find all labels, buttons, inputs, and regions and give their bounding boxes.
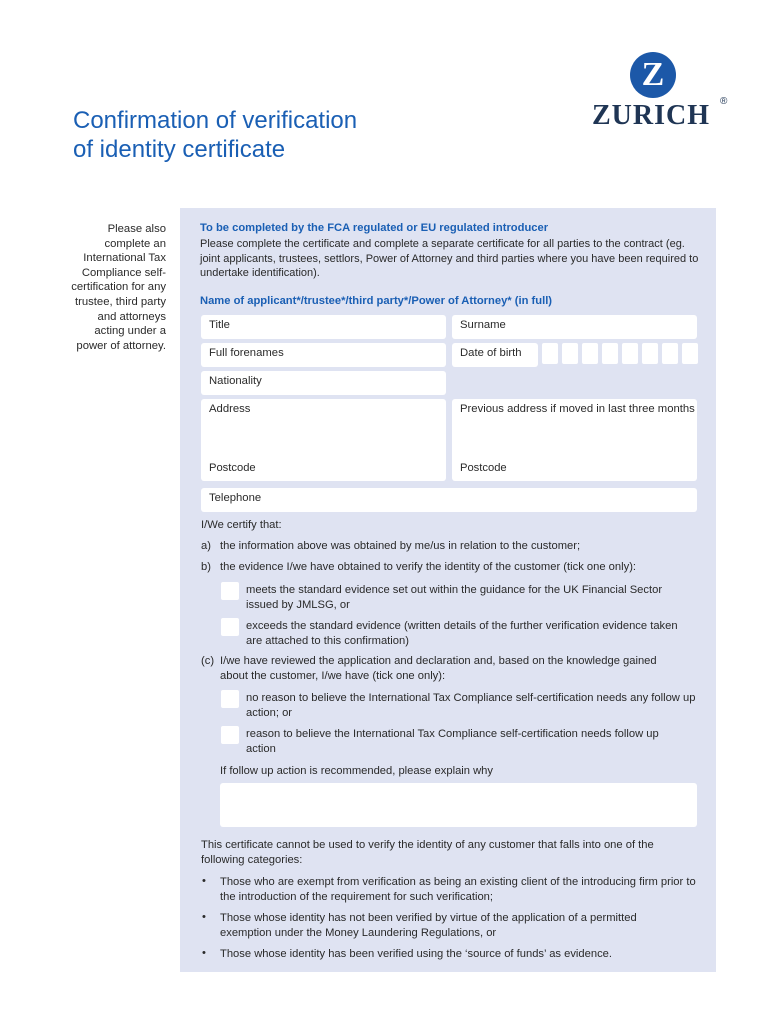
certify-intro: I/We certify that: [201,519,282,531]
forenames-field-label: Full forenames [209,347,284,359]
dob-digit-box[interactable] [562,343,578,364]
previous-address-field-label: Previous address if moved in last three months [460,403,695,415]
dob-digit-box[interactable] [582,343,598,364]
telephone-field[interactable] [201,488,697,512]
item-b-text: the evidence I/we have obtained to verify the identity of the customer (tick one only): [220,561,637,573]
dob-digit-box[interactable] [542,343,558,364]
title-line-2: of identity certificate [73,136,286,163]
bullet-item: Those whose identity has not been verified by virtue of the application of a permitted exemption under the Money Laundering Regulations, or [220,912,637,939]
item-a-text: the information above was obtained by me/us in relation to the customer; [220,540,581,552]
b-option-1-checkbox[interactable] [221,582,239,600]
bullet-icon: • [202,911,206,923]
item-c-text: I/we have reviewed the application and declaration and, based on the knowledge gained about the customer, I/we have (tick one only): [220,655,657,682]
explain-textarea[interactable] [220,783,697,827]
c-option-1-checkbox[interactable] [221,690,239,708]
item-b-label: b) [201,561,211,573]
title-field[interactable] [201,315,446,339]
cannot-use-text: This certificate cannot be used to verify the identity of any customer that falls into one of the following categories: [201,839,654,866]
dob-field-label: Date of birth [460,347,522,359]
dob-digit-box[interactable] [682,343,698,364]
bullet-item: Those who are exempt from verification as being an existing client of the introducing firm prior to the introduction of the requirement for such verification; [220,876,696,903]
bullet-icon: • [202,947,206,959]
explain-label: If follow up action is recommended, please explain why [220,765,493,777]
c-option-1-text: no reason to believe the International Tax Compliance self-certification needs any follow up action; or [246,692,696,719]
bullet-icon: • [202,875,206,887]
address-field-label: Address [209,403,251,415]
brand-name: ZURICH [592,100,711,131]
zurich-emblem-icon: Z [630,52,676,98]
title-line-1: Confirmation of verification [73,107,358,134]
panel-heading: To be completed by the FCA regulated or EU regulated introducer [200,222,549,234]
dob-label-box [452,343,538,367]
title-field-label: Title [209,319,230,331]
surname-field-label: Surname [460,319,506,331]
section-title: Name of applicant*/trustee*/third party*/Power of Attorney* (in full) [200,295,553,307]
dob-digit-box[interactable] [622,343,638,364]
nationality-field[interactable] [201,371,446,395]
surname-field[interactable] [452,315,697,339]
dob-digit-box[interactable] [602,343,618,364]
b-option-1-text: meets the standard evidence set out within the guidance for the UK Financial Sector issued by JMLSG, or [246,584,663,611]
dob-digit-box[interactable] [642,343,658,364]
dob-digit-box[interactable] [662,343,678,364]
telephone-field-label: Telephone [209,492,262,504]
panel-intro: Please complete the certificate and complete a separate certificate for all parties to the contract (eg. joint applicants, trustees, settlors, Power of Attorney and third parties where you have been required to undertake identification). [200,238,699,280]
side-note: Please also complete an International Tax Compliance self-certification for any trustee, third party and attorneys acting under a power of attorney. [71,223,166,352]
b-option-2-checkbox[interactable] [221,618,239,636]
c-option-2-text: reason to believe the International Tax Compliance self-certification needs follow up action [246,728,659,755]
registered-mark: ® [720,96,728,107]
forenames-field[interactable] [201,343,446,367]
item-c-label: (c) [201,655,215,667]
bullet-item: Those whose identity has been verified using the ‘source of funds’ as evidence. [220,948,613,960]
b-option-2-text: exceeds the standard evidence (written details of the further verification evidence taken are attached to this confirmation) [246,620,678,647]
nationality-field-label: Nationality [209,375,262,387]
zurich-logo [590,52,730,132]
previous-postcode-label: Postcode [460,462,507,474]
postcode-label: Postcode [209,462,256,474]
c-option-2-checkbox[interactable] [221,726,239,744]
introducer-panel [180,208,716,972]
item-a-label: a) [201,540,211,552]
page-title [73,106,357,164]
